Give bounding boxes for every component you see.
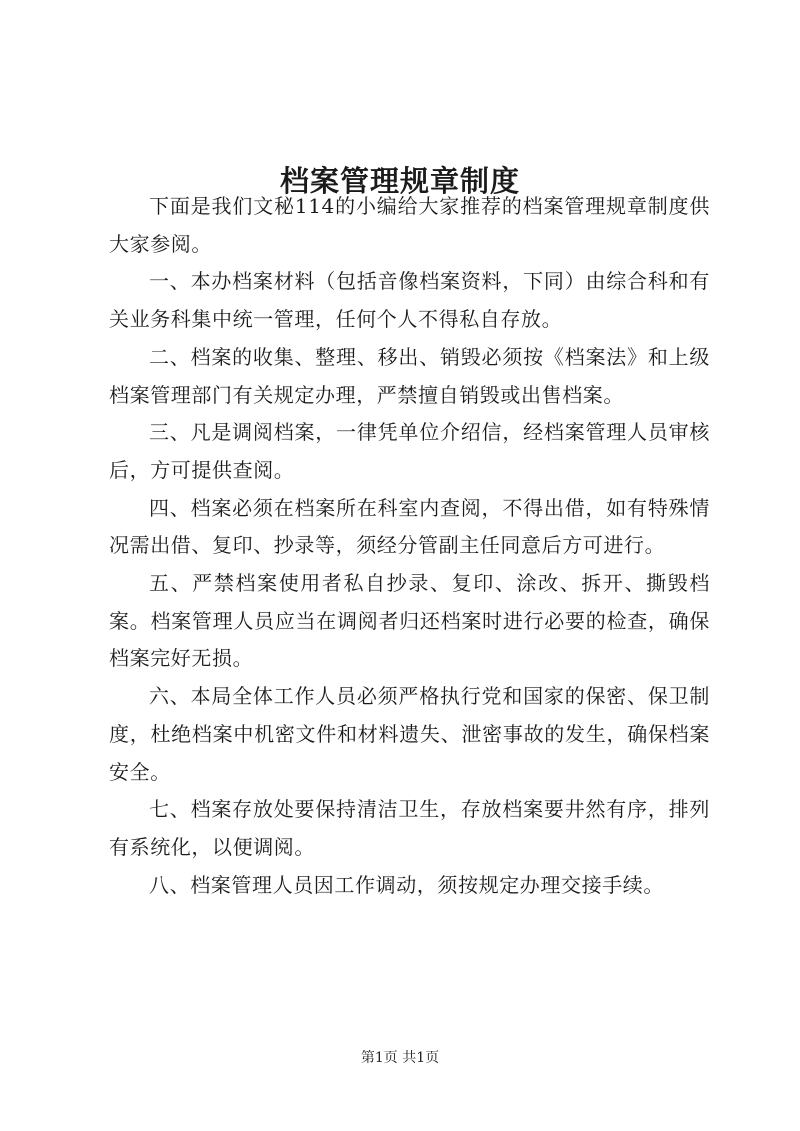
paragraph-rule-3: 三、凡是调阅档案，一律凭单位介绍信，经档案管理人员审核后，方可提供查阅。 [109, 420, 710, 482]
document-title: 档案管理规章制度 [279, 164, 520, 199]
paragraph-rule-7: 七、档案存放处要保持清洁卫生，存放档案要井然有序，排列有系统化，以便调阅。 [109, 797, 710, 859]
page-number-footer: 第1页 共1页 [360, 1050, 440, 1066]
paragraph-intro: 下面是我们文秘114的小编给大家推荐的档案管理规章制度供大家参阅。 [109, 194, 710, 256]
paragraph-rule-5: 五、严禁档案使用者私自抄录、复印、涂改、拆开、撕毁档案。档案管理人员应当在调阅者归还档案时进行必要的检查，确保档案完好无损。 [109, 571, 710, 671]
paragraph-rule-6: 六、本局全体工作人员必须严格执行党和国家的保密、保卫制度，杜绝档案中机密文件和材料遗失、泄密事故的发生，确保档案安全。 [109, 684, 710, 784]
paragraph-rule-4: 四、档案必须在档案所在科室内查阅，不得出借，如有特殊情况需出借、复印、抄录等，须经分管副主任同意后方可进行。 [109, 495, 710, 558]
document-body [109, 188, 710, 904]
paragraph-rule-1: 一、本办档案材料（包括音像档案资料，下同）由综合科和有关业务科集中统一管理，任何个人不得私自存放。 [109, 269, 710, 332]
paragraph-rule-2: 二、档案的收集、整理、移出、销毁必须按《档案法》和上级档案管理部门有关规定办理，严禁擅自销毁或出售档案。 [109, 344, 710, 407]
paragraph-rule-8: 八、档案管理人员因工作调动，须按规定办理交接手续。 [149, 872, 664, 897]
